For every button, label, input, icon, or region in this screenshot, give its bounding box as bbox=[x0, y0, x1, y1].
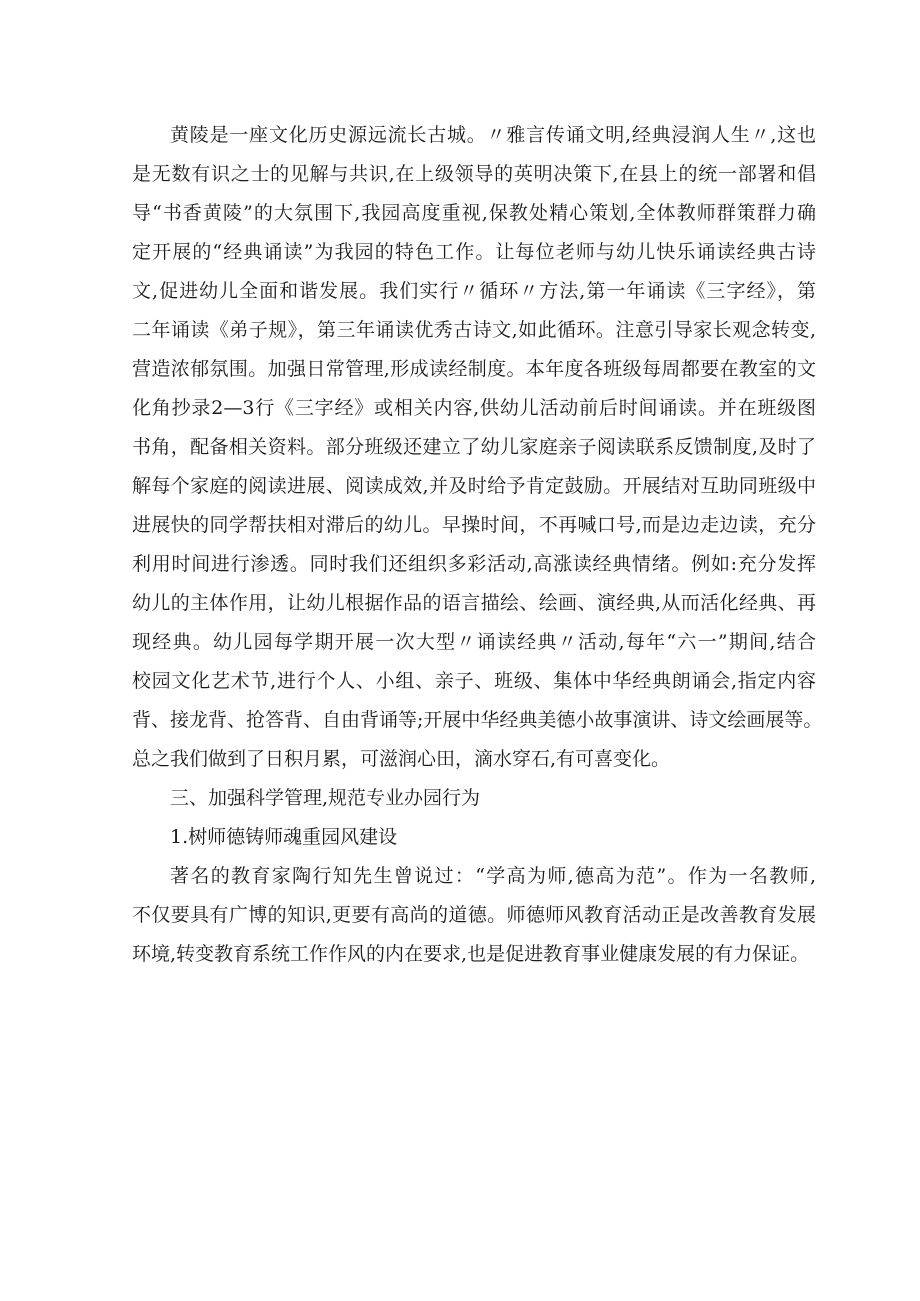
paragraph-1-line-1: 黄陵是一座文化历史源远流长古城。〃雅言传诵文明,经典浸润人生〃,这也 bbox=[170, 124, 816, 146]
paragraph-1-line-9: 书角，配备相关资料。部分班级还建立了幼儿家庭亲子阅读联系反馈制度,及时了 bbox=[132, 436, 816, 458]
paragraph-1-line-10: 解每个家庭的阅读进展、阅读成效,并及时给予肯定鼓励。开展结对互助同班级中 bbox=[132, 475, 816, 497]
subsection-heading: 1.树师德铸师魂重园风建设 bbox=[170, 826, 398, 848]
paragraph-1-line-8: 化角抄录2—3行《三字经》或相关内容,供幼儿活动前后时间诵读。并在班级图 bbox=[132, 397, 816, 419]
paragraph-1-line-15: 校园文化艺术节,进行个人、小组、亲子、班级、集体中华经典朗诵会,指定内容 bbox=[132, 670, 816, 692]
paragraph-1-line-12: 利用时间进行渗透。同时我们还组织多彩活动,高涨读经典情绪。例如:充分发挥 bbox=[132, 553, 816, 575]
paragraph-1-line-4: 定开展的“经典诵读”为我园的特色工作。让每位老师与幼儿快乐诵读经典古诗 bbox=[132, 241, 816, 263]
paragraph-1-line-6: 二年诵读《弟子规》，第三年诵读优秀古诗文,如此循环。注意引导家长观念转变, bbox=[132, 319, 816, 341]
paragraph-1-line-13: 幼儿的主体作用，让幼儿根据作品的语言描绘、绘画、演经典,从而活化经典、再 bbox=[132, 592, 816, 614]
paragraph-1-line-3: 导“书香黄陵”的大氛围下,我园高度重视,保教处精心策划,全体教师群策群力确 bbox=[132, 202, 816, 224]
paragraph-1-line-17: 总之我们做到了日积月累，可滋润心田，滴水穿石,有可喜变化。 bbox=[132, 748, 671, 770]
paragraph-2-line-2: 不仅要具有广博的知识,更要有高尚的道德。师德师风教育活动正是改善教育发展 bbox=[132, 904, 816, 926]
paragraph-1-line-11: 进展快的同学帮扶相对滞后的幼儿。早操时间，不再喊口号,而是边走边读，充分 bbox=[132, 514, 816, 536]
paragraph-1-line-14: 现经典。幼儿园每学期开展一次大型〃诵读经典〃活动,每年“六一”期间,结合 bbox=[132, 631, 816, 653]
paragraph-2-line-3: 环境,转变教育系统工作作风的内在要求,也是促进教育事业健康发展的有力保证。 bbox=[132, 943, 810, 965]
paragraph-1-line-5: 文,促进幼儿全面和谐发展。我们实行〃循环〃方法,第一年诵读《三字经》，第 bbox=[132, 280, 816, 302]
section-heading: 三、加强科学管理,规范专业办园行为 bbox=[170, 787, 481, 809]
paragraph-1-line-2: 是无数有识之士的见解与共识,在上级领导的英明决策下,在县上的统一部署和倡 bbox=[132, 163, 816, 185]
paragraph-1-line-7: 营造浓郁氛围。加强日常管理,形成读经制度。本年度各班级每周都要在教室的文 bbox=[132, 358, 816, 380]
paragraph-1-line-16: 背、接龙背、抢答背、自由背诵等;开展中华经典美德小故事演讲、诗文绘画展等。 bbox=[132, 709, 823, 731]
document-body bbox=[132, 116, 823, 974]
paragraph-2-line-1: 著名的教育家陶行知先生曾说过：“学高为师,德高为范”。作为一名教师, bbox=[170, 865, 816, 887]
